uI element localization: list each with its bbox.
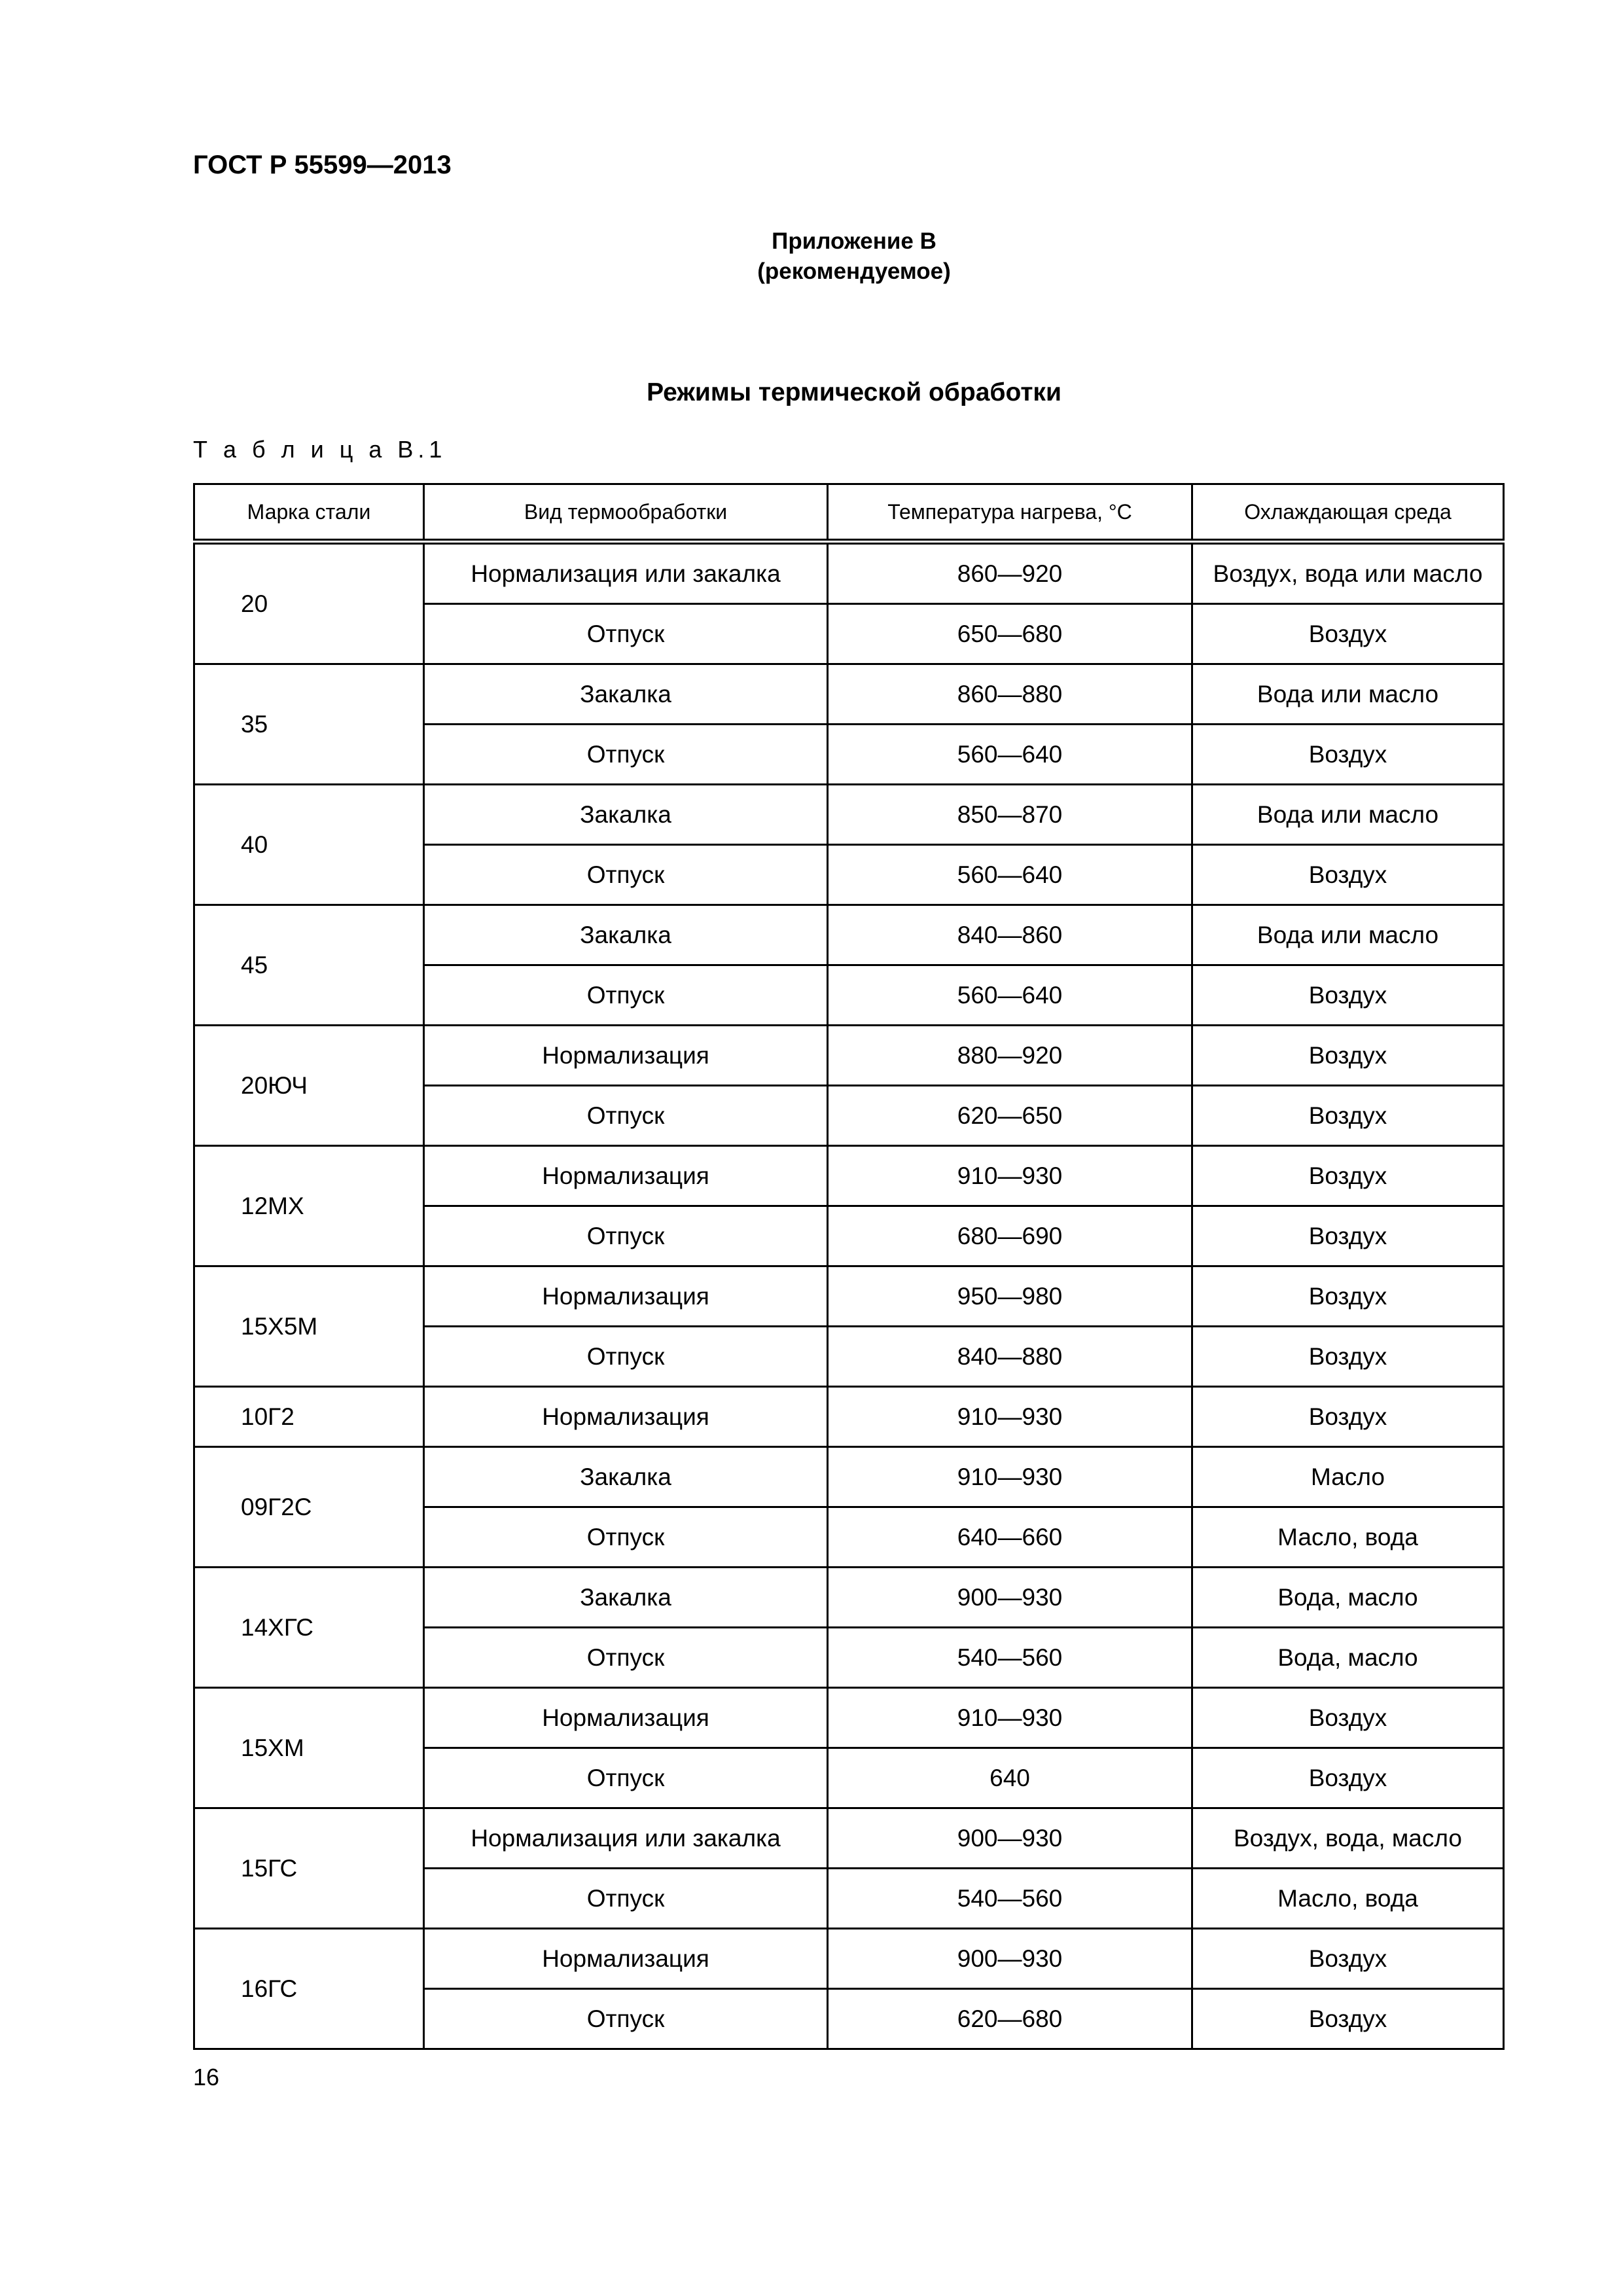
temperature-cell: 680—690 xyxy=(828,1206,1192,1266)
cooling-medium-cell: Воздух xyxy=(1192,1026,1504,1086)
document-code: ГОСТ Р 55599—2013 xyxy=(193,151,452,179)
temperature-cell: 860—880 xyxy=(828,664,1192,725)
cooling-medium-cell: Воздух xyxy=(1192,965,1504,1026)
temperature-cell: 620—650 xyxy=(828,1086,1192,1146)
cooling-medium-cell: Вода, масло xyxy=(1192,1628,1504,1688)
temperature-cell: 900—930 xyxy=(828,1568,1192,1628)
table-row xyxy=(194,1929,1504,1989)
cooling-medium-cell: Воздух xyxy=(1192,1387,1504,1447)
column-header-grade: Марка стали xyxy=(194,484,424,542)
table-row xyxy=(194,542,1504,604)
cooling-medium-cell: Масло, вода xyxy=(1192,1507,1504,1568)
cooling-medium-cell: Воздух xyxy=(1192,1688,1504,1748)
section-title: Режимы термической обработки xyxy=(647,378,1061,406)
table-row xyxy=(194,1447,1504,1507)
treatment-cell: Нормализация или закалка xyxy=(424,1808,828,1869)
table-header xyxy=(194,484,1504,542)
treatment-cell: Отпуск xyxy=(424,845,828,905)
treatment-cell: Нормализация xyxy=(424,1026,828,1086)
temperature-cell: 560—640 xyxy=(828,845,1192,905)
temperature-cell: 540—560 xyxy=(828,1869,1192,1929)
treatment-cell: Закалка xyxy=(424,1447,828,1507)
column-header-temperature: Температура нагрева, °С xyxy=(828,484,1192,542)
steel-grade-cell: 15ХМ xyxy=(194,1688,424,1808)
steel-grade-cell: 09Г2С xyxy=(194,1447,424,1568)
table-row xyxy=(194,1568,1504,1628)
cooling-medium-cell: Воздух, вода, масло xyxy=(1192,1808,1504,1869)
table-label: Т а б л и ц а В.1 xyxy=(193,436,447,463)
treatment-cell: Нормализация xyxy=(424,1266,828,1327)
cooling-medium-cell: Воздух xyxy=(1192,1266,1504,1327)
temperature-cell: 640—660 xyxy=(828,1507,1192,1568)
treatment-cell: Закалка xyxy=(424,1568,828,1628)
table-row xyxy=(194,1688,1504,1748)
temperature-cell: 850—870 xyxy=(828,785,1192,845)
treatment-cell: Отпуск xyxy=(424,1628,828,1688)
table-row xyxy=(194,664,1504,725)
cooling-medium-cell: Воздух, вода или масло xyxy=(1192,542,1504,604)
temperature-cell: 910—930 xyxy=(828,1387,1192,1447)
steel-grade-cell: 40 xyxy=(194,785,424,905)
table-row xyxy=(194,1808,1504,1869)
temperature-cell: 560—640 xyxy=(828,725,1192,785)
temperature-cell: 900—930 xyxy=(828,1929,1192,1989)
heat-treatment-table xyxy=(193,483,1505,2050)
steel-grade-cell: 35 xyxy=(194,664,424,785)
temperature-cell: 640 xyxy=(828,1748,1192,1808)
temperature-cell: 900—930 xyxy=(828,1808,1192,1869)
temperature-cell: 840—860 xyxy=(828,905,1192,965)
treatment-cell: Закалка xyxy=(424,905,828,965)
treatment-cell: Отпуск xyxy=(424,1206,828,1266)
header-row xyxy=(194,484,1504,542)
table-row xyxy=(194,1026,1504,1086)
cooling-medium-cell: Вода, масло xyxy=(1192,1568,1504,1628)
treatment-cell: Отпуск xyxy=(424,1869,828,1929)
steel-grade-cell: 15Х5М xyxy=(194,1266,424,1387)
table-body xyxy=(194,542,1504,2049)
table-row xyxy=(194,1266,1504,1327)
cooling-medium-cell: Воздух xyxy=(1192,1206,1504,1266)
temperature-cell: 650—680 xyxy=(828,604,1192,664)
treatment-cell: Нормализация или закалка xyxy=(424,542,828,604)
treatment-cell: Отпуск xyxy=(424,604,828,664)
temperature-cell: 880—920 xyxy=(828,1026,1192,1086)
table-row xyxy=(194,1387,1504,1447)
cooling-medium-cell: Масло, вода xyxy=(1192,1869,1504,1929)
temperature-cell: 910—930 xyxy=(828,1146,1192,1206)
cooling-medium-cell: Вода или масло xyxy=(1192,785,1504,845)
cooling-medium-cell: Вода или масло xyxy=(1192,905,1504,965)
treatment-cell: Отпуск xyxy=(424,1327,828,1387)
cooling-medium-cell: Воздух xyxy=(1192,725,1504,785)
temperature-cell: 910—930 xyxy=(828,1688,1192,1748)
steel-grade-cell: 20 xyxy=(194,542,424,664)
cooling-medium-cell: Воздух xyxy=(1192,1327,1504,1387)
cooling-medium-cell: Воздух xyxy=(1192,1989,1504,2049)
treatment-cell: Нормализация xyxy=(424,1387,828,1447)
steel-grade-cell: 12МХ xyxy=(194,1146,424,1266)
temperature-cell: 910—930 xyxy=(828,1447,1192,1507)
temperature-cell: 620—680 xyxy=(828,1989,1192,2049)
steel-grade-cell: 15ГС xyxy=(194,1808,424,1929)
table-row xyxy=(194,785,1504,845)
appendix-status: (рекомендуемое) xyxy=(757,259,951,284)
steel-grade-cell: 16ГС xyxy=(194,1929,424,2049)
steel-grade-cell: 45 xyxy=(194,905,424,1026)
temperature-cell: 540—560 xyxy=(828,1628,1192,1688)
treatment-cell: Отпуск xyxy=(424,965,828,1026)
temperature-cell: 860—920 xyxy=(828,542,1192,604)
cooling-medium-cell: Воздух xyxy=(1192,845,1504,905)
cooling-medium-cell: Вода или масло xyxy=(1192,664,1504,725)
column-header-treatment: Вид термообработки xyxy=(424,484,828,542)
treatment-cell: Отпуск xyxy=(424,1507,828,1568)
cooling-medium-cell: Воздух xyxy=(1192,1086,1504,1146)
treatment-cell: Отпуск xyxy=(424,1989,828,2049)
treatment-cell: Закалка xyxy=(424,785,828,845)
page-number: 16 xyxy=(193,2064,220,2090)
treatment-cell: Нормализация xyxy=(424,1146,828,1206)
treatment-cell: Отпуск xyxy=(424,1748,828,1808)
steel-grade-cell: 20ЮЧ xyxy=(194,1026,424,1146)
table-row xyxy=(194,1146,1504,1206)
column-header-medium: Охлаждающая среда xyxy=(1192,484,1504,542)
treatment-cell: Нормализация xyxy=(424,1929,828,1989)
cooling-medium-cell: Масло xyxy=(1192,1447,1504,1507)
steel-grade-cell: 14ХГС xyxy=(194,1568,424,1688)
cooling-medium-cell: Воздух xyxy=(1192,1748,1504,1808)
temperature-cell: 950—980 xyxy=(828,1266,1192,1327)
table-row xyxy=(194,905,1504,965)
cooling-medium-cell: Воздух xyxy=(1192,1929,1504,1989)
appendix-title: Приложение В xyxy=(772,228,936,254)
treatment-cell: Отпуск xyxy=(424,725,828,785)
temperature-cell: 560—640 xyxy=(828,965,1192,1026)
treatment-cell: Отпуск xyxy=(424,1086,828,1146)
cooling-medium-cell: Воздух xyxy=(1192,1146,1504,1206)
temperature-cell: 840—880 xyxy=(828,1327,1192,1387)
treatment-cell: Закалка xyxy=(424,664,828,725)
steel-grade-cell: 10Г2 xyxy=(194,1387,424,1447)
cooling-medium-cell: Воздух xyxy=(1192,604,1504,664)
treatment-cell: Нормализация xyxy=(424,1688,828,1748)
